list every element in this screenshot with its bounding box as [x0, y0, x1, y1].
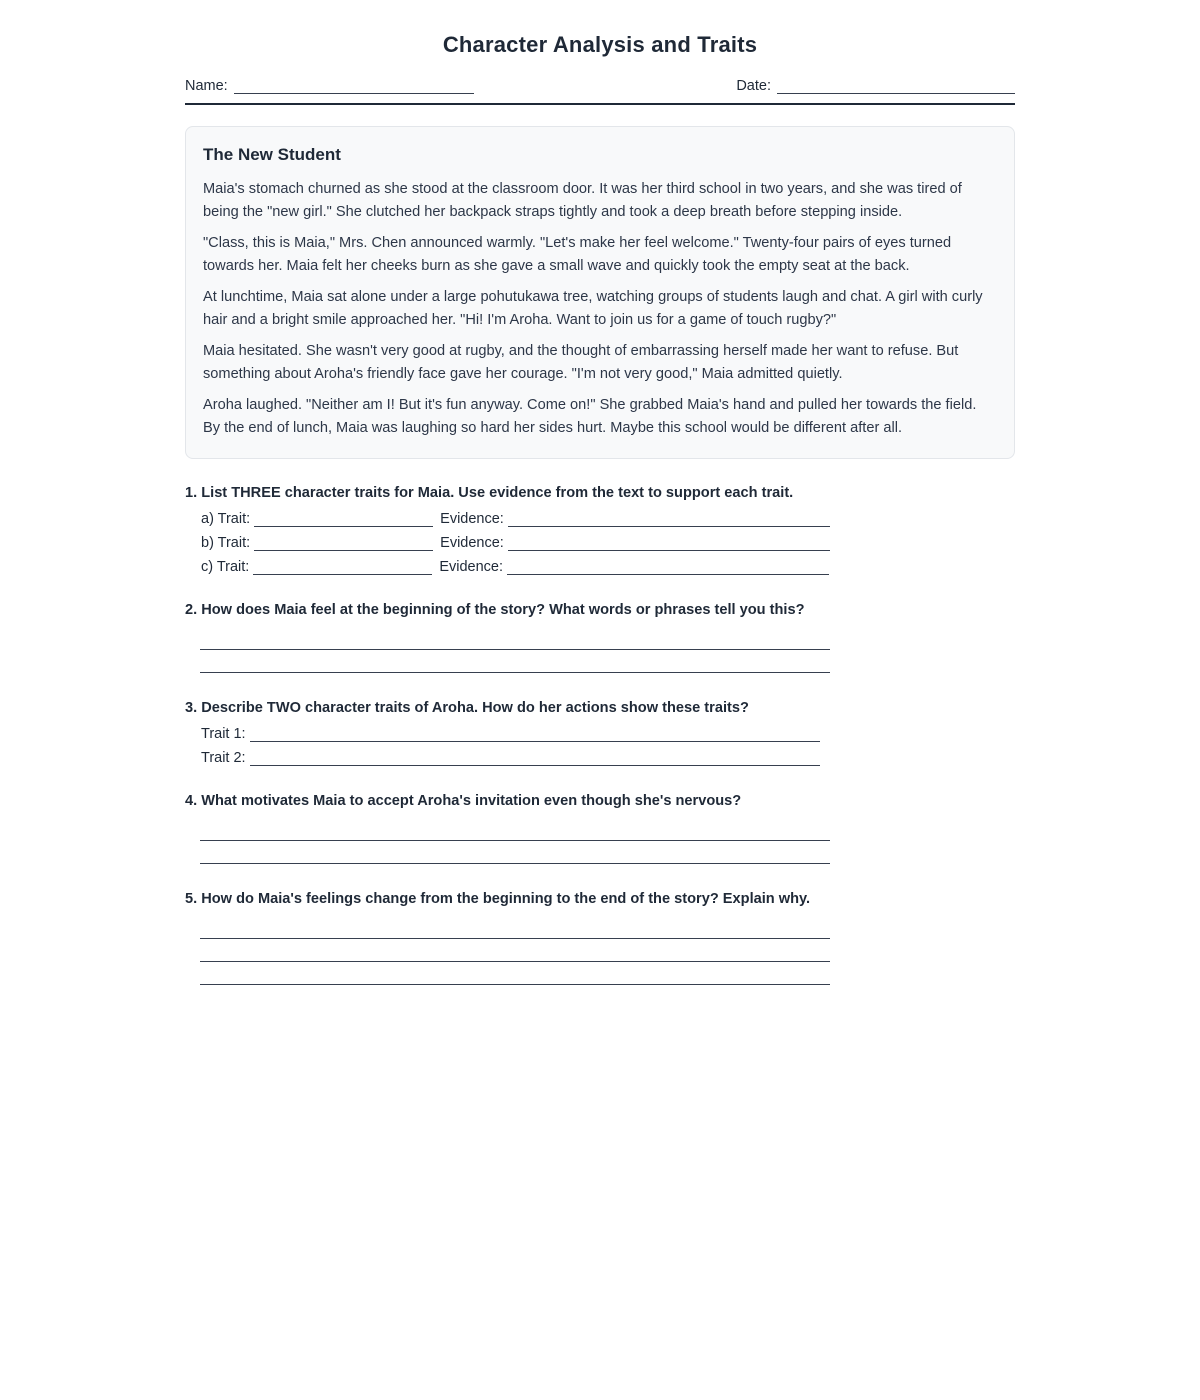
name-blank-field[interactable]: [234, 78, 474, 94]
answer-line[interactable]: [200, 811, 830, 841]
question-5-prompt: 5. How do Maia's feelings change from the beginning to the end of the story? Explain why.: [185, 891, 811, 907]
name-field-group: [185, 78, 474, 94]
evidence-c-label: Evidence:: [439, 559, 504, 575]
name-date-row: [185, 78, 1015, 94]
question-4-prompt: 4. What motivates Maia to accept Aroha's invitation even though she's nervous?: [185, 793, 742, 809]
question-3-row-2: [201, 751, 1015, 766]
question-3: [185, 698, 1015, 766]
question-5: [185, 889, 1015, 985]
story-paragraph-1: Maia's stomach churned as she stood at the classroom door. It was her third school in two years, and she was tired of being the "new girl." She clutched her backpack straps tightly and took a deep breath before stepping inside.: [203, 181, 962, 220]
story-paragraph-4: Maia hesitated. She wasn't very good at rugby, and the thought of embarrassing herself made her want to refuse. But something about Aroha's friendly face gave her courage. "I'm not very good," Maia admitted quietly.: [203, 343, 959, 382]
story-paragraph-2: "Class, this is Maia," Mrs. Chen announced warmly. "Let's make her feel welcome." Twenty-four pairs of eyes turned towards her. Maia felt her cheeks burn as she gave a small wave and quickly took the empty seat at the back.: [203, 235, 952, 274]
question-4: [185, 791, 1015, 864]
question-1-prompt: 1. List THREE character traits for Maia. Use evidence from the text to support each trait.: [185, 485, 794, 501]
evidence-b-blank-field[interactable]: [508, 535, 830, 551]
name-label: Name:: [185, 78, 228, 94]
worksheet-content: [185, 0, 1015, 985]
page-title: Character Analysis and Traits: [442, 32, 758, 57]
date-label: Date:: [736, 78, 771, 94]
story-box: [185, 126, 1015, 459]
evidence-b-label: Evidence:: [440, 535, 504, 551]
answer-line[interactable]: [200, 841, 830, 864]
trait-a-label: a) Trait:: [201, 511, 251, 527]
trait-2-blank-field[interactable]: [250, 750, 820, 766]
date-field-group: [736, 78, 1015, 94]
evidence-c-blank-field[interactable]: [507, 559, 829, 575]
answer-line[interactable]: [200, 962, 830, 985]
trait-b-blank-field[interactable]: [254, 535, 433, 551]
trait-b-label: b) Trait:: [201, 535, 251, 551]
trait-2-label: Trait 2:: [201, 750, 246, 766]
question-2-prompt: 2. How does Maia feel at the beginning of the story? What words or phrases tell you this?: [185, 602, 805, 618]
answer-line[interactable]: [200, 650, 830, 673]
story-paragraph-5: Aroha laughed. "Neither am I! But it's fun anyway. Come on!" She grabbed Maia's hand and pulled her towards the field. By the end of lunch, Maia was laughing so hard her sides hurt. Maybe this school would be different after all.: [203, 397, 977, 436]
story-title: The New Student: [203, 145, 341, 164]
answer-line[interactable]: [200, 939, 830, 962]
question-1-row-b: [201, 536, 1015, 551]
trait-c-blank-field[interactable]: [253, 559, 432, 575]
question-3-row-1: [201, 727, 1015, 742]
header-divider: [185, 103, 1015, 105]
question-1-row-a: [201, 512, 1015, 527]
question-2: [185, 600, 1015, 673]
evidence-a-blank-field[interactable]: [508, 511, 830, 527]
answer-line[interactable]: [200, 620, 830, 650]
trait-1-label: Trait 1:: [201, 726, 246, 742]
trait-a-blank-field[interactable]: [254, 511, 433, 527]
question-1-row-c: [201, 560, 1015, 575]
evidence-a-label: Evidence:: [440, 511, 504, 527]
trait-1-blank-field[interactable]: [250, 726, 820, 742]
trait-c-label: c) Trait:: [201, 559, 250, 575]
date-blank-field[interactable]: [777, 78, 1015, 94]
answer-line[interactable]: [200, 909, 830, 939]
question-3-prompt: 3. Describe TWO character traits of Aroha. How do her actions show these traits?: [185, 700, 749, 716]
question-1: [185, 483, 1015, 575]
story-paragraph-3: At lunchtime, Maia sat alone under a large pohutukawa tree, watching groups of students laugh and chat. A girl with curly hair and a bright smile approached her. "Hi! I'm Aroha. Want to join us for a game of touch rugby?": [203, 289, 983, 328]
